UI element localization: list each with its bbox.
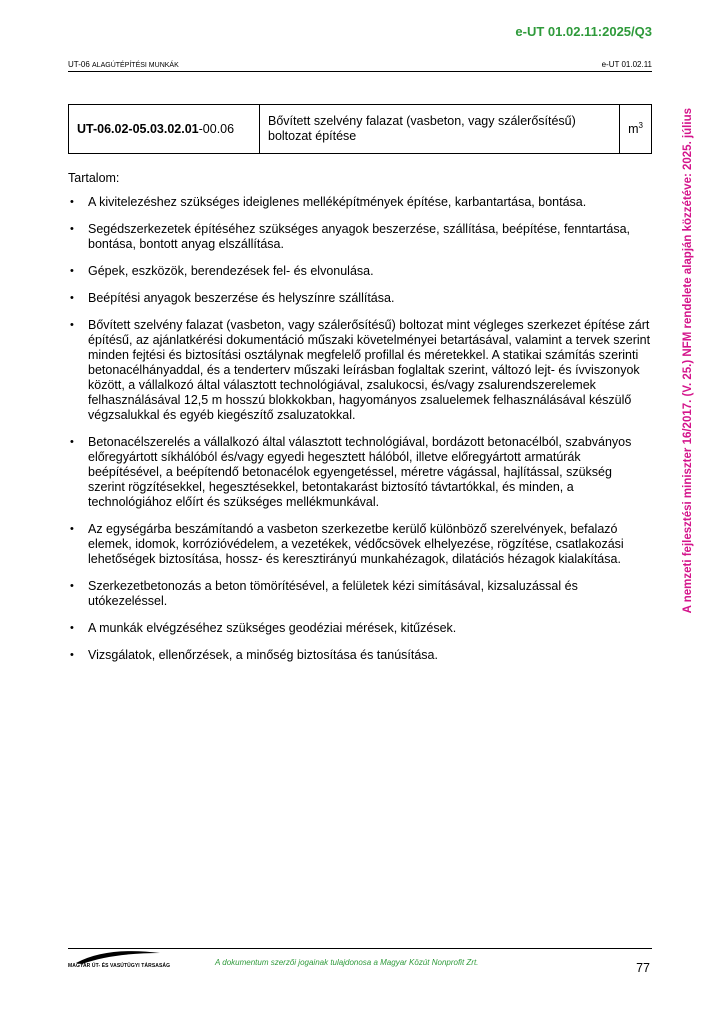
- unit-exponent: 3: [638, 121, 643, 131]
- list-item-text: Az egységárba beszámítandó a vasbeton szerkezetbe kerülő különböző szerelvények, befalazó elemek, idomok, korrózióvédelem, a vezetékek, védőcsövek elhelyezése, rögzítése, csatlakozási lehetőségek biztosítása, hossz- és keresztirányú munkahézagok, dilatációs hézagok kialakítása.: [88, 522, 624, 566]
- header-divider: [68, 71, 652, 72]
- bullet-icon: •: [70, 319, 74, 331]
- list-item-text: Gépek, eszközök, berendezések fel- és elvonulása.: [88, 264, 374, 278]
- list-item-text: A kivitelezéshez szükséges ideiglenes melléképítmények építése, karbantartása, bontása.: [88, 195, 587, 209]
- running-header-right: e-UT 01.02.11: [601, 60, 652, 69]
- running-header-left: [68, 60, 179, 69]
- publication-note-text: A nemzeti fejlesztési miniszter 16/2017. (V. 25.) NFM rendelete alapján közzétéve: 2025. július: [681, 108, 694, 614]
- bullet-icon: •: [70, 523, 74, 535]
- list-item: [68, 435, 652, 510]
- list-item: [68, 222, 652, 252]
- bullet-icon: •: [70, 436, 74, 448]
- page-number: 77: [636, 961, 650, 975]
- list-item-text: Segédszerkezetek építéséhez szükséges anyagok beszerzése, szállítása, beépítése, fenntartása, bontása, bontott anyag elszállítása.: [88, 222, 630, 251]
- bullet-icon: •: [70, 223, 74, 235]
- item-description-cell: Bővített szelvény falazat (vasbeton, vagy szálerősítésű) boltozat építése: [260, 105, 620, 154]
- list-item: [68, 318, 652, 423]
- item-code-cell: [69, 105, 260, 154]
- list-item: [68, 648, 652, 663]
- list-item-text: Vizsgálatok, ellenőrzések, a minőség biztosítása és tanúsítása.: [88, 648, 438, 662]
- chapter-code: UT-06: [68, 60, 93, 69]
- bullet-icon: •: [70, 580, 74, 592]
- item-code-suffix: -00.06: [198, 122, 235, 136]
- bullet-icon: •: [70, 196, 74, 208]
- list-item: [68, 522, 652, 567]
- bullet-icon: •: [70, 292, 74, 304]
- list-item-text: Szerkezetbetonozás a beton tömörítésével, a felületek kézi simításával, kizsaluzással és utókezeléssel.: [88, 579, 578, 608]
- list-item: [68, 195, 652, 210]
- list-item: [68, 264, 652, 279]
- bullet-icon: •: [70, 622, 74, 634]
- list-item: [68, 621, 652, 636]
- copyright-notice: A dokumentum szerzői jogainak tulajdonosa a Magyar Közút Nonprofit Zrt.: [215, 958, 479, 967]
- content-list: [68, 195, 652, 675]
- bullet-icon: •: [70, 265, 74, 277]
- list-item: [68, 291, 652, 306]
- list-item-text: Betonacélszerelés a vállalkozó által választott technológiával, bordázott betonacélból, szabványos előregyártott síkhálóból és/vagy egyedi hegesztett hálóból, illetve előregyártott armatúrák beépítésével, a beépítendő betonacélok egyengetéssel, méretre vágással, hajlítással, szükség szerint rögzítésekkel, hegesztésekkel, betontakarást biztosító távtartókkal, és minden, a technológiához előírt és szükséges mellékmunkával.: [88, 435, 632, 509]
- item-unit-cell: [620, 105, 652, 154]
- list-item-text: Bővített szelvény falazat (vasbeton, vagy szálerősítésű) boltozat mint végleges szerkezet építése zárt építésű, az ajánlatkérési dokumentáció műszaki követelményei betartásával, valamint a tervek szerint minden fejtési és biztosítási osztálynak megfelelő profillal és méretekkel. A statikai számítás szerinti betonacélhányaddal, és a tenderterv műszaki leírásban foglaltak szerint, változó lejt- és ívviszonyok között, a vállalkozó által választott technológiával, zsalukocsi, és/vagy zsalurendszerelemek felhasználásával 12,5 m hosszú blokkokban, hagyományos zsaluelemek felhasználásával készülő végzsalukkal és egyéb kiegészítő zsaluzatokkal.: [88, 318, 651, 422]
- organization-logo: [68, 949, 171, 973]
- chapter-title: ALAGÚTÉPÍTÉSI MUNKÁK: [92, 62, 179, 69]
- publication-note: [679, 96, 696, 626]
- bullet-icon: •: [70, 649, 74, 661]
- list-item-text: Beépítési anyagok beszerzése és helyszínre szállítása.: [88, 291, 395, 305]
- item-code-table: [68, 104, 652, 154]
- document-code: e-UT 01.02.11:2025/Q3: [515, 24, 652, 39]
- content-label: Tartalom:: [68, 171, 120, 185]
- list-item-text: A munkák elvégzéséhez szükséges geodéziai mérések, kitűzések.: [88, 621, 457, 635]
- item-code-main: UT-06.02-05.03.02.01: [77, 122, 199, 136]
- organization-name: MAGYAR ÚT- ÉS VASÚTÜGYI TÁRSASÁG: [68, 963, 171, 969]
- unit-base: m: [628, 122, 639, 137]
- table-row: [69, 105, 652, 154]
- list-item: [68, 579, 652, 609]
